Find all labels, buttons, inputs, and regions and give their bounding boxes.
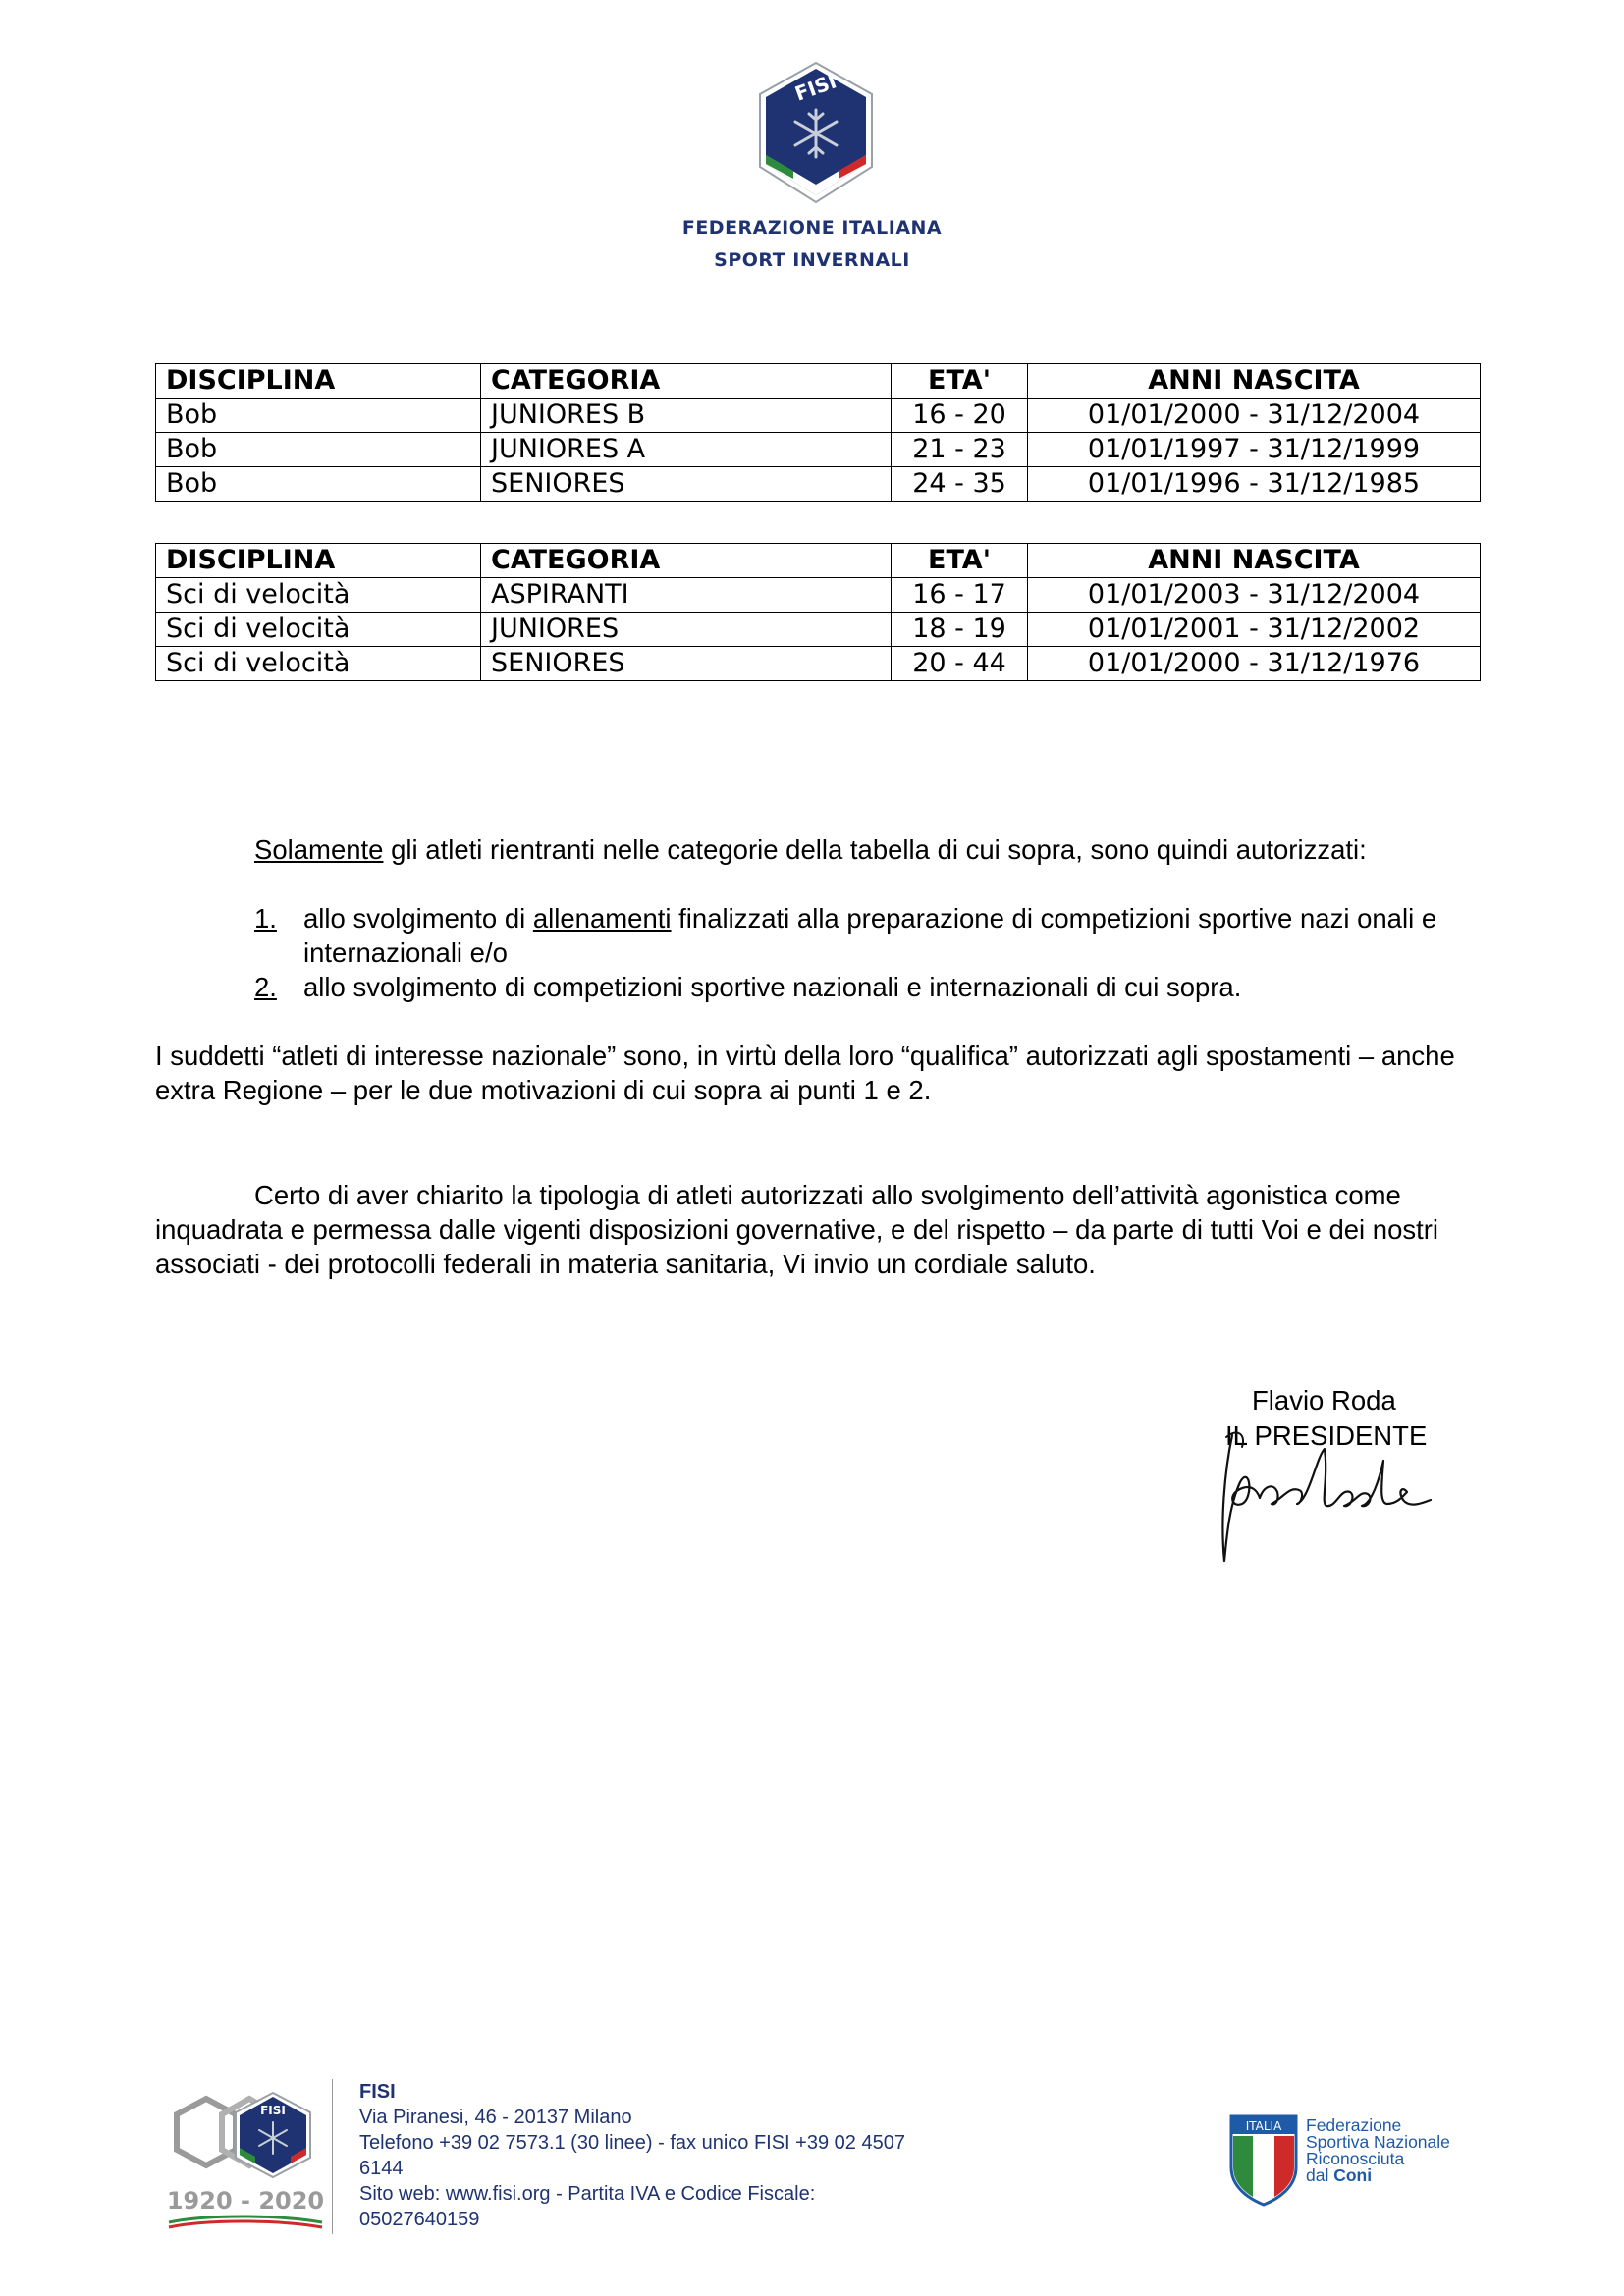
cell-anni-nascita: 01/01/1997 - 31/12/1999 xyxy=(1028,433,1481,467)
list-item-1-underlined: allenamenti xyxy=(532,903,672,934)
cell-disciplina: Bob xyxy=(156,399,481,433)
table-row xyxy=(156,467,1481,502)
list-item-2-number: 2. xyxy=(254,972,277,1002)
signatory-role: IL PRESIDENTE xyxy=(1225,1420,1428,1451)
footer-address: Via Piranesi, 46 - 20137 Milano xyxy=(359,2107,632,2128)
coni-recognition-text xyxy=(1306,2117,1450,2184)
list-item-1-pre: allo svolgimento di xyxy=(303,903,533,934)
svg-text:FISI: FISI xyxy=(791,69,839,106)
coni-line-4 xyxy=(1306,2167,1450,2184)
cell-disciplina: Sci di velocità xyxy=(156,613,481,647)
cell-categoria: JUNIORES B xyxy=(481,399,892,433)
header-categoria: CATEGORIA xyxy=(481,364,892,399)
cell-eta: 18 - 19 xyxy=(892,613,1028,647)
table-row xyxy=(156,647,1481,681)
cell-disciplina: Sci di velocità xyxy=(156,647,481,681)
header-disciplina: DISCIPLINA xyxy=(156,364,481,399)
cell-categoria: JUNIORES A xyxy=(481,433,892,467)
paragraph-athletes-movement: I suddetti “atleti di interesse nazionale” sono, in virtù della loro “qualifica” autorizzati agli spostamenti – anche extra Regione – per le due motivazioni di cui sopra ai punti 1 e 2. xyxy=(155,1041,1455,1105)
svg-text:FISI: FISI xyxy=(260,2104,286,2117)
header-eta: ETA' xyxy=(892,544,1028,578)
list-item-1-post: finalizzati alla preparazione di competizioni sportive nazi onali e internazionali e/o xyxy=(303,903,1437,968)
cell-categoria: SENIORES xyxy=(481,467,892,502)
intro-underlined-word: Solamente xyxy=(254,834,384,865)
table-row xyxy=(156,433,1481,467)
table-header-row xyxy=(156,364,1481,399)
list-item-1-number: 1. xyxy=(254,903,277,934)
header-anni-nascita: ANNI NASCITA xyxy=(1028,364,1481,399)
cell-eta: 24 - 35 xyxy=(892,467,1028,502)
cell-disciplina: Bob xyxy=(156,433,481,467)
cell-eta: 20 - 44 xyxy=(892,647,1028,681)
org-line-1: FEDERAZIONE ITALIANA xyxy=(681,217,943,239)
footer-phone: Telefono +39 02 7573.1 (30 linee) - fax unico FISI +39 02 4507 6144 xyxy=(359,2132,905,2179)
sci-velocita-categories-table xyxy=(155,543,1481,681)
table-row xyxy=(156,399,1481,433)
header-disciplina: DISCIPLINA xyxy=(156,544,481,578)
cell-eta: 21 - 23 xyxy=(892,433,1028,467)
bob-categories-table xyxy=(155,363,1481,502)
footer-divider xyxy=(332,2079,333,2234)
coni-line-3: Riconosciuta xyxy=(1306,2149,1405,2168)
cell-disciplina: Bob xyxy=(156,467,481,502)
coni-line-2: Sportiva Nazionale xyxy=(1306,2132,1450,2152)
cell-eta: 16 - 20 xyxy=(892,399,1028,433)
centenary-years: 1920 - 2020 xyxy=(166,2187,325,2215)
signatory-name: Flavio Roda xyxy=(1252,1385,1396,1415)
cell-anni-nascita: 01/01/2000 - 31/12/1976 xyxy=(1028,647,1481,681)
header-eta: ETA' xyxy=(892,364,1028,399)
organization-name xyxy=(567,212,1057,277)
cell-eta: 16 - 17 xyxy=(892,578,1028,613)
handwritten-signature xyxy=(1203,1414,1438,1571)
table-header-row xyxy=(156,544,1481,578)
cell-categoria: ASPIRANTI xyxy=(481,578,892,613)
coni-shield-icon xyxy=(1227,2112,1300,2207)
cell-categoria: JUNIORES xyxy=(481,613,892,647)
coni-line-4-pre: dal xyxy=(1306,2165,1334,2185)
org-line-2: SPORT INVERNALI xyxy=(714,249,910,271)
header-categoria: CATEGORIA xyxy=(481,544,892,578)
intro-sentence xyxy=(254,832,1480,867)
cell-anni-nascita: 01/01/2000 - 31/12/2004 xyxy=(1028,399,1481,433)
cell-anni-nascita: 01/01/2001 - 31/12/2002 xyxy=(1028,613,1481,647)
footer-title: FISI xyxy=(359,2081,396,2103)
paragraph-closing: Certo di aver chiarito la tipologia di atleti autorizzati allo svolgimento dell’attività agonistica come inquadrata e permessa dalle vigenti disposizioni governative, e del rispetto – da parte di tutti Voi e dei nostri associati - dei protocolli federali in materia sanitaria, Vi invio un cordiale saluto. xyxy=(155,1180,1439,1279)
list-item-2-text: allo svolgimento di competizioni sportive nazionali e internazionali di cui sopra. xyxy=(303,972,1242,1002)
footer-contact-info xyxy=(359,2079,909,2232)
cell-anni-nascita: 01/01/1996 - 31/12/1985 xyxy=(1028,467,1481,502)
table-row xyxy=(156,578,1481,613)
intro-rest: gli atleti rientranti nelle categorie della tabella di cui sopra, sono quindi autorizzati: xyxy=(383,834,1367,865)
cell-anni-nascita: 01/01/2003 - 31/12/2004 xyxy=(1028,578,1481,613)
header-anni-nascita: ANNI NASCITA xyxy=(1028,544,1481,578)
cell-disciplina: Sci di velocità xyxy=(156,578,481,613)
list-item-1-text xyxy=(303,901,1480,970)
coni-line-1: Federazione xyxy=(1306,2115,1402,2135)
footer-web-vat: Sito web: www.fisi.org - Partita IVA e Codice Fiscale: 05027640159 xyxy=(359,2183,816,2230)
svg-text:ITALIA: ITALIA xyxy=(1245,2119,1282,2133)
cell-categoria: SENIORES xyxy=(481,647,892,681)
fisi-logo xyxy=(754,59,878,206)
table-row xyxy=(156,613,1481,647)
coni-line-4-bold: Coni xyxy=(1333,2165,1373,2185)
